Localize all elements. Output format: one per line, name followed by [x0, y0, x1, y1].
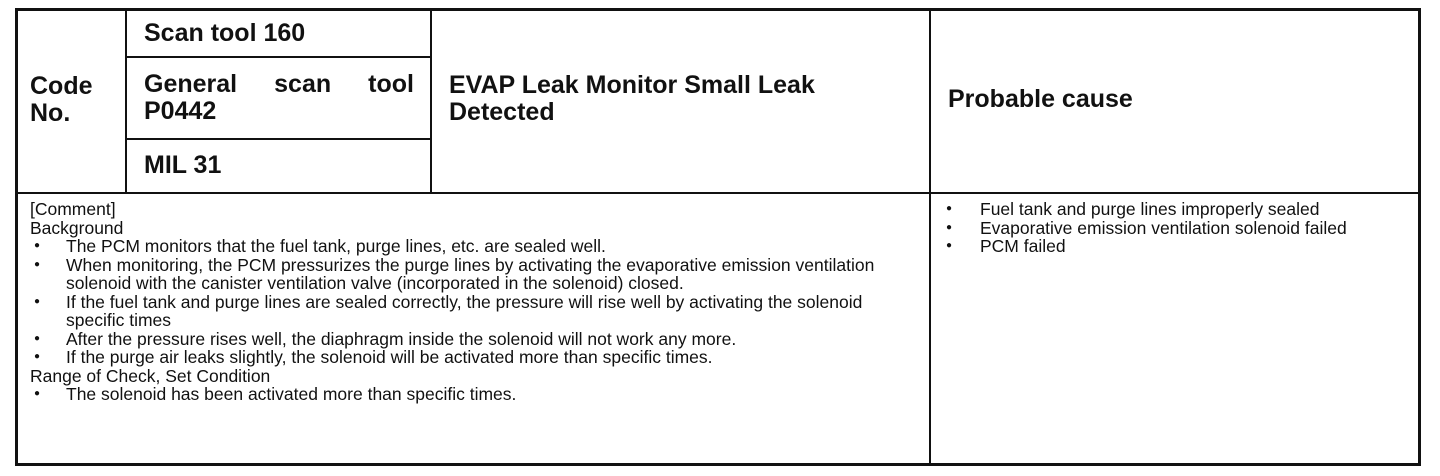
list-item: ● PCM failed	[942, 237, 1408, 256]
list-item: ● When monitoring, the PCM pressurizes the purge lines by activating the evaporative emission ventilation solenoid with the canister ventilation valve (incorporated in the solenoid) closed.	[30, 256, 914, 293]
divider	[929, 11, 931, 463]
divider	[125, 138, 430, 140]
probable-cause-header: Probable cause	[948, 85, 1133, 113]
range-label: Range of Check, Set Condition	[30, 365, 271, 386]
list-item: ● Fuel tank and purge lines improperly sealed	[942, 200, 1408, 219]
divider	[125, 56, 430, 58]
probable-cause-list	[942, 200, 1408, 256]
general-scan-tool-code: General scan tool P0442	[144, 70, 414, 125]
list-item: ● If the purge air leaks slightly, the solenoid will be activated more than specific times.	[30, 348, 914, 367]
code-title: EVAP Leak Monitor Small Leak Detected	[449, 71, 815, 126]
list-item: ● The PCM monitors that the fuel tank, purge lines, etc. are sealed well.	[30, 237, 914, 256]
divider	[125, 11, 127, 192]
dtc-table	[15, 8, 1421, 466]
divider	[18, 192, 1418, 194]
list-item: ● After the pressure rises well, the diaphragm inside the solenoid will not work any more.	[30, 330, 914, 349]
divider	[430, 11, 432, 192]
comment-label: [Comment]	[30, 199, 116, 219]
list-item: ● Evaporative emission ventilation solenoid failed	[942, 219, 1408, 238]
background-label: Background	[30, 217, 124, 238]
mil-code: MIL 31	[144, 151, 222, 179]
scan-tool-code: Scan tool 160	[144, 19, 306, 47]
list-item: ● If the fuel tank and purge lines are sealed correctly, the pressure will rise well by activating the solenoid specific times	[30, 293, 914, 330]
comment-section	[30, 200, 914, 404]
code-label: Code No.	[30, 72, 93, 127]
list-item: ● The solenoid has been activated more than specific times.	[30, 385, 914, 404]
